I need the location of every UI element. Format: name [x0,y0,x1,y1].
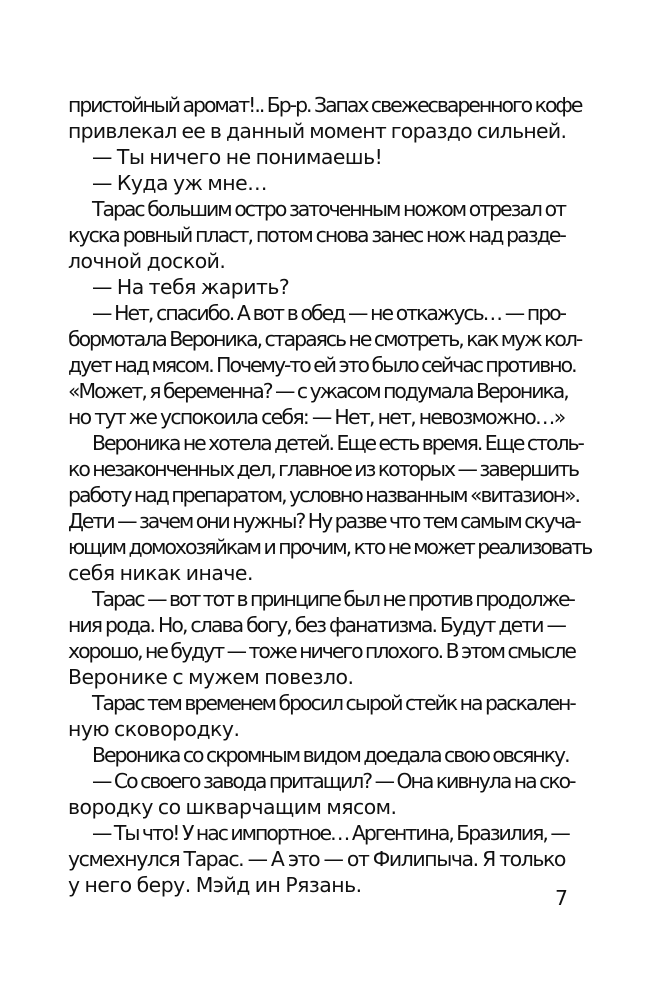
text-line: Тарас тем временем бросил сырой стейк на раскален- [92,691,575,715]
text-line: привлекал ее в данный момент гораздо сильней. [68,119,567,143]
text-line: дует над мясом. Почему-то ей это было сейчас противно. [68,353,576,377]
text-line: — Ты ничего не понимаешь! [92,145,383,169]
text-line: — Куда уж мне… [92,171,268,195]
text-line: — Ты что! У нас импортное… Аргентина, Бразилия, — [92,821,569,845]
text-line: усмехнулся Тарас. — А это — от Филипыча. Я только [68,847,565,871]
text-line: Веронике с мужем повезло. [68,665,354,689]
text-line: — Нет, спасибо. А вот в обед — не откажусь… — про- [92,301,565,325]
text-line: ния рода. Но, слава богу, без фанатизма. Будут дети — [68,613,565,637]
text-line: лочной доской. [68,249,226,273]
text-line: ющим домохозяйкам и прочим, кто не может реализовать [68,535,592,559]
text-line: себя никак иначе. [68,561,253,585]
text-line: ко незаконченных дел, главное из которых — завершить [68,457,579,481]
text-line: Тарас большим остро заточенным ножом отрезал от [92,197,565,221]
text-line: хорошо, не будут — тоже ничего плохого. В этом смысле [68,639,575,663]
text-line: Вероника не хотела детей. Еще есть время. Еще столь- [92,431,583,455]
text-line: Дети — зачем они нужны? Ну разве что тем самым скуча- [68,509,580,533]
text-line: бормотала Вероника, стараясь не смотреть, как муж кол- [68,327,582,351]
text-line: — На тебя жарить? [92,275,290,299]
text-line: куска ровный пласт, потом снова занес нож над разде- [68,223,565,247]
text-line: — Со своего завода притащил? — Она кивнула на ско- [92,769,575,793]
text-line: у него беру. Мэйд ин Рязань. [68,873,362,897]
text-line: но тут же успокоила себя: — Нет, нет, невозможно…» [68,405,565,429]
text-line: пристойный аромат!.. Бр-р. Запах свежесваренного кофе [68,93,582,117]
text-line: Тарас — вот тот в принципе был не против продолже- [92,587,574,611]
page-number: 7 [555,886,568,910]
text-line: «Может, я беременна? — с ужасом подумала Вероника, [68,379,568,403]
text-line: Вероника со скромным видом доедала свою овсянку. [92,743,569,767]
text-line: ную сковородку. [68,717,240,741]
text-line: работу над препаратом, условно названным «витазион». [68,483,579,507]
text-line: вородку со шкварчащим мясом. [68,795,397,819]
